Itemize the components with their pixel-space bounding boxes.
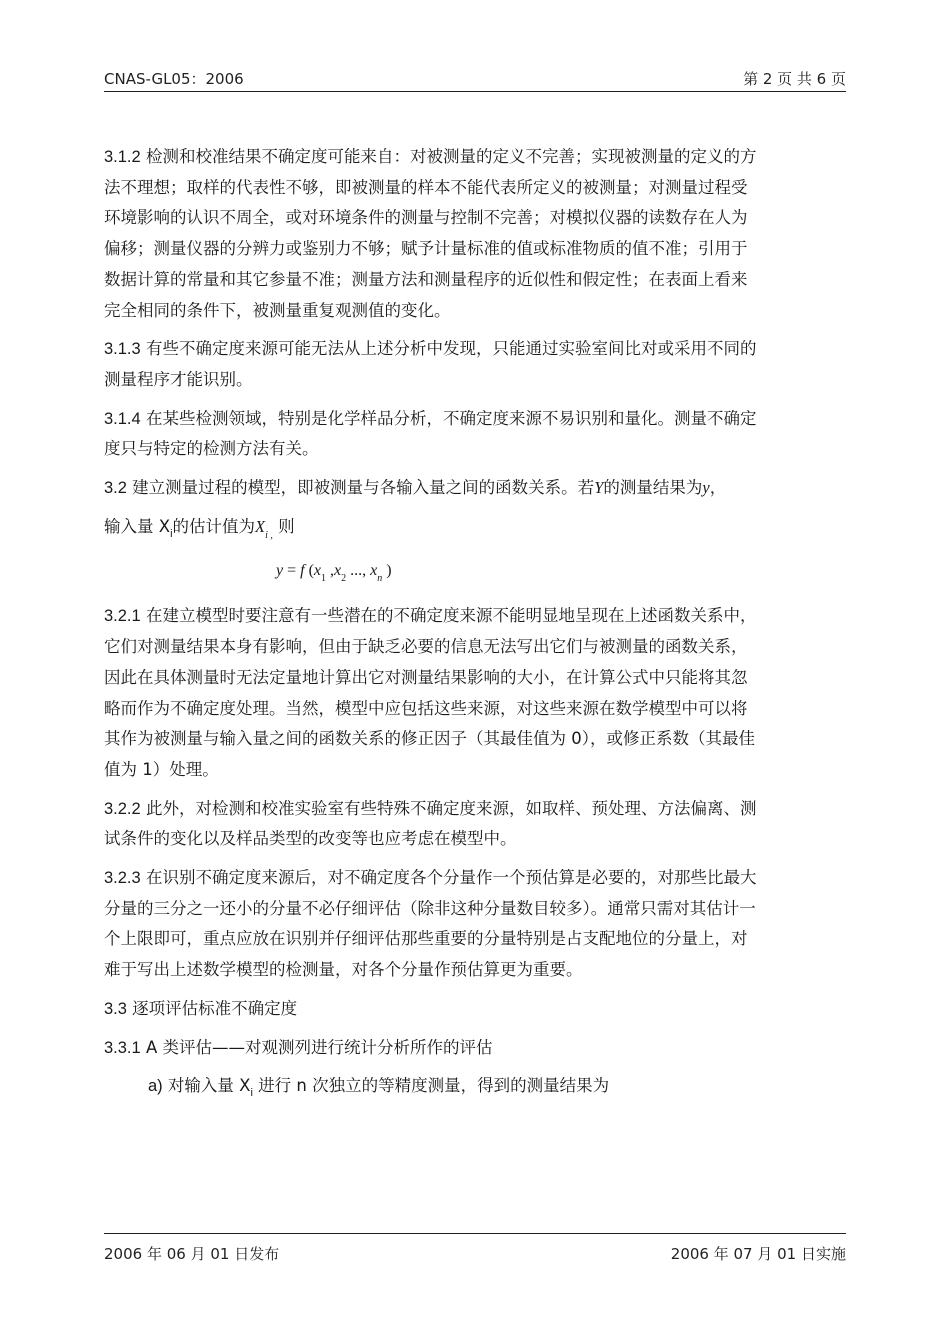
paragraph-line: 值为 1）处理。	[104, 759, 219, 779]
section-3-1-3	[104, 334, 846, 395]
paragraph-line: 试条件的变化以及样品类型的改变等也应考虑在模型中。	[104, 829, 517, 849]
paragraph-text: 此外，对检测和校准实验室有些特殊不确定度来源，如取样、预处理、方法偏离、测	[145, 798, 757, 818]
section-3-2-2	[104, 794, 846, 855]
section-number: 3.1.2	[104, 148, 141, 166]
math-variable-y: y	[702, 478, 710, 498]
subscript: i	[250, 1087, 253, 1100]
section-number: 3.2	[104, 479, 127, 498]
page-number: 第 2 页 共 6 页	[743, 70, 846, 88]
paragraph-line: 测量程序才能识别。	[104, 369, 253, 389]
implement-date: 2006 年 07 月 01 日实施	[670, 1245, 846, 1263]
subscript: i ,	[265, 529, 273, 541]
math-variable-Y: Y	[594, 478, 604, 498]
paragraph-line: 它们对测量结果本身有影响，但由于缺乏必要的信息无法写出它们与被测量的函数关系，	[104, 637, 748, 657]
paragraph-line: 个上限即可，重点应放在识别并仔细评估那些重要的分量特别是占支配地位的分量上，对	[104, 929, 748, 949]
paragraph-text: 的估计值为	[172, 516, 256, 536]
paragraph-text: 对输入量 X	[162, 1076, 251, 1096]
paragraph-line: 度只与特定的检测方法有关。	[104, 439, 319, 459]
section-3-3	[104, 994, 846, 1025]
document-id: CNAS-GL05：2006	[104, 70, 244, 88]
paragraph-text: 在识别不确定度来源后，对不确定度各个分量作一个预估算是必要的，对那些比最大	[145, 868, 757, 888]
footer-rule	[104, 1233, 846, 1234]
math-variable-X: X	[255, 516, 266, 536]
paragraph-line: 完全相同的条件下，被测量重复观测值的变化。	[104, 300, 451, 320]
paragraph-line: 分量的三分之一还小的分量不必仔细评估（除非这种分量数目较多）。通常只需对其估计一	[104, 898, 756, 918]
item-a	[148, 1071, 846, 1109]
paragraph-line: 因此在具体测量时无法定量地计算出它对测量结果影响的大小，在计算公式中只能将其忽	[104, 667, 748, 687]
subscript: i	[170, 527, 173, 540]
section-3-2-1	[104, 601, 846, 785]
paragraph-line: 难于写出上述数学模型的检测量，对各个分量作预估算更为重要。	[104, 960, 583, 980]
section-3-3-1	[104, 1033, 846, 1064]
section-number: 3.2.2	[104, 799, 141, 818]
section-3-1-4	[104, 404, 846, 465]
section-3-1-2	[104, 142, 846, 326]
paragraph-text: 建立测量过程的模型，即被测量与各输入量之间的函数关系。若	[126, 478, 595, 498]
paragraph-text: 输入量 X	[104, 516, 171, 536]
paragraph-text: 在某些检测领域，特别是化学样品分析，不确定度来源不易识别和量化。测量不确定	[145, 408, 757, 428]
section-number: 3.2.3	[104, 869, 141, 888]
section-number: 3.1.4	[104, 409, 141, 428]
document-body	[104, 142, 846, 1117]
paragraph-text: ，	[709, 478, 727, 498]
section-number: 3.3	[104, 999, 127, 1018]
header-rule	[104, 91, 846, 92]
section-3-2-3	[104, 863, 846, 986]
section-heading: 逐项评估标准不确定度	[126, 998, 298, 1018]
paragraph-line: 数据计算的常量和其它参量不准；测量方法和测量程序的近似性和假定性；在表面上看来	[104, 269, 748, 289]
paragraph-line: 环境影响的认识不周全，或对环境条件的测量与控制不完善；对模拟仪器的读数存在人为	[104, 208, 748, 228]
section-number: 3.2.1	[104, 607, 141, 626]
paragraph-line: 其作为被测量与输入量之间的函数关系的修正因子（其最佳值为 0），或修正系数（其最佳	[104, 729, 755, 749]
section-3-2	[104, 473, 846, 551]
section-number: 3.3.1	[104, 1038, 141, 1057]
section-number: 3.1.3	[104, 340, 141, 359]
paragraph-text: 检测和校准结果不确定度可能来自：对被测量的定义不完善；实现被测量的定义的方	[145, 147, 757, 166]
list-label: a)	[148, 1077, 163, 1096]
paragraph-text: 则	[272, 516, 295, 536]
model-equation: y = f ($x_1$ $,x_2$ ..., $x_n$ )	[276, 562, 392, 585]
publish-date: 2006 年 06 月 01 日发布	[104, 1245, 280, 1263]
paragraph-text: 进行 n 次独立的等精度测量，得到的测量结果为	[252, 1076, 610, 1096]
section-heading: A 类评估——对观测列进行统计分析所作的评估	[140, 1037, 493, 1057]
paragraph-text: 在建立模型时要注意有一些潜在的不确定度来源不能明显地呈现在上述函数关系中，	[145, 606, 757, 626]
paragraph-line: 法不理想；取样的代表性不够，即被测量的样本不能代表所定义的被测量；对测量过程受	[104, 177, 748, 197]
paragraph-line: 略而作为不确定度处理。当然，模型中应包括这些来源，对这些来源在数学模型中可以将	[104, 698, 748, 718]
paragraph-text: 的测量结果为	[603, 478, 703, 498]
paragraph-line: 偏移；测量仪器的分辨力或鉴别力不够；赋予计量标准的值或标准物质的值不准；引用于	[104, 239, 748, 259]
paragraph-text: 有些不确定度来源可能无法从上述分析中发现，只能通过实验室间比对或采用不同的	[145, 339, 757, 359]
